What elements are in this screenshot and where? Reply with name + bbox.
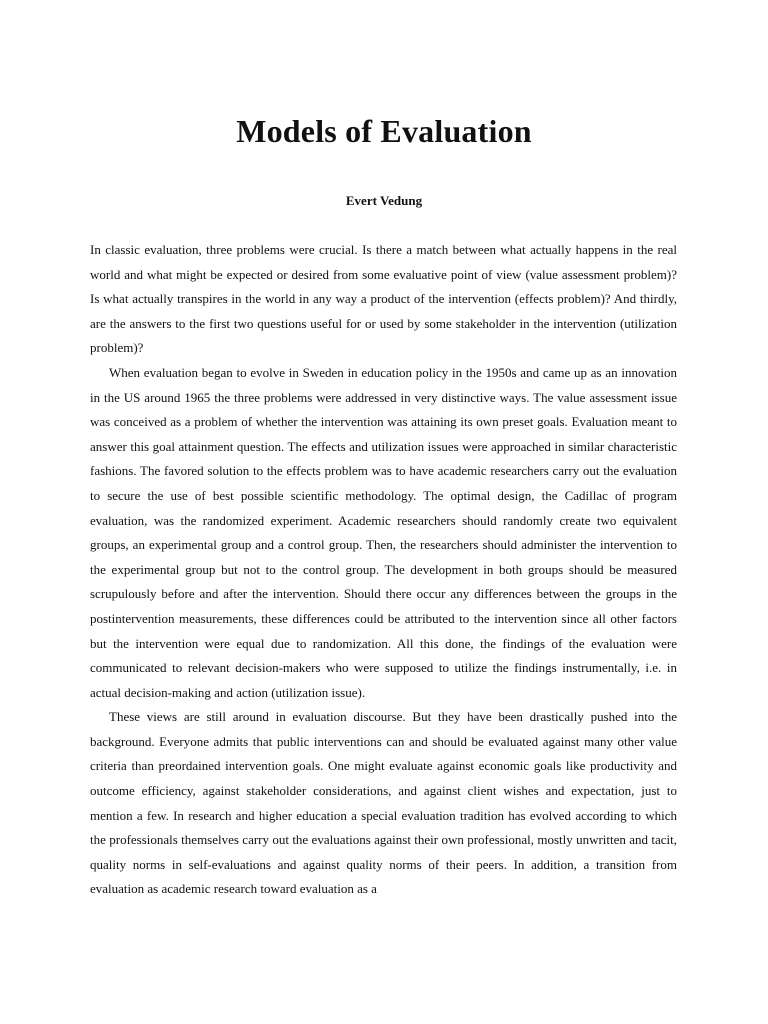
paragraph-1: In classic evaluation, three problems were crucial. Is there a match between what actually happens in the real world and what might be expected or desired from some evaluative point of view (value assessment problem)? Is what actually transpires in the world in any way a product of the intervention (effects problem)? And thirdly, are the answers to the first two questions useful for or used by some stakeholder in the intervention (utilization problem)? [90, 242, 677, 356]
document-title: Models of Evaluation [236, 113, 532, 149]
document-author: Evert Vedung [345, 193, 423, 208]
paragraph-2: When evaluation began to evolve in Sweden in education policy in the 1950s and came up as an innovation in the US around 1965 the three problems were addressed in very distinctive ways. The value assessment issue was conceived as a problem of whether the intervention was attaining its own preset goals. Evaluation meant to answer this goal attainment question. The effects and utilization issues were approached in similar characteristic fashions. The favored solution to the effects problem was to have academic researchers carry out the evaluation to secure the use of best possible scientific methodology. The optimal design, the Cadillac of program evaluation, was the randomized experiment. Academic researchers should randomly create two equivalent groups, an experimental group and a control group. Then, the researchers should administer the intervention to the experimental group but not to the control group. The development in both groups should be measured scrupulously before and after the intervention. Should there occur any differences between the groups in the postintervention measurements, these differences could be attributed to the intervention since all other factors but the intervention were equal due to randomization. All this done, the findings of the evaluation were communicated to relevant decision-makers who were supposed to utilize the findings instrumentally, i.e. in actual decision-making and action (utilization issue). [90, 364, 677, 700]
paragraph-3: These views are still around in evaluation discourse. But they have been drastically pushed into the background. Everyone admits that public interventions can and should be evaluated against many other value criteria than preordained intervention goals. One might evaluate against economic goals like productivity and outcome efficiency, against stakeholder considerations, and against client wishes and expectation, just to mention a few. In research and higher education a special evaluation tradition has evolved according to which the professionals themselves carry out the evaluations against their own professional, mostly unwritten and tacit, quality norms in self-evaluations and against quality norms of their peers. In addition, a transition from evaluation as academic research toward evaluation as a [90, 709, 677, 897]
document-body [90, 238, 677, 902]
